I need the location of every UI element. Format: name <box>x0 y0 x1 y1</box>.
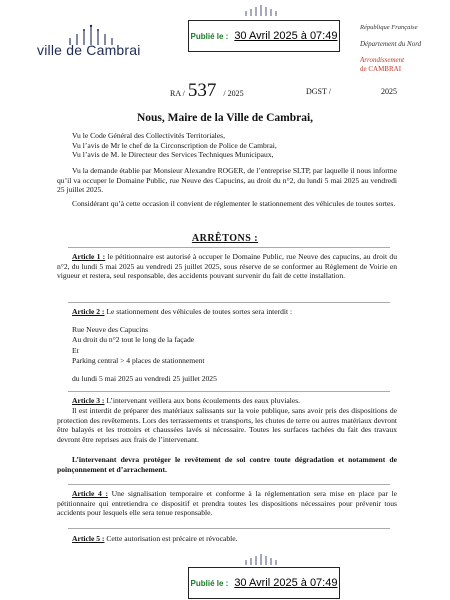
location-line: Et <box>72 345 79 355</box>
considering-paragraph: Considérant qu’à cette occasion il convient de réglementer le stationnement des véhicules de toutes sortes. <box>72 199 396 208</box>
location-line: Au droit du n°2 tout le long de la façade <box>72 335 195 345</box>
location-line: Parking central > 4 places de stationnement <box>72 356 205 366</box>
location-line: Rue Neuve des Capucins <box>72 325 149 334</box>
article-3 <box>72 396 397 406</box>
ref-ra-label: RA / <box>170 89 185 98</box>
article-3-paragraph: Il est interdit de préparer des matériaux salissants sur la voie publique, sans avoir pris des dispositions de protection des revêtements. Lors des terrassements et transports, les chutes de terre ou autres matériaux devront être balayés et les trottoirs et chaussées lavés si nécessaire. Toutes les surfaces tachées du fait des travaux devront être reprises aux frais de l’intervenant. <box>57 406 397 444</box>
publication-stamp-top <box>188 20 340 52</box>
stamp-label: Publié le : <box>190 578 229 588</box>
divider <box>68 528 390 529</box>
article-1 <box>57 252 397 281</box>
publication-stamp-bottom <box>188 567 340 599</box>
ref-dgst: DGST / <box>306 87 331 96</box>
article-1-text: le pétitionnaire est autorisé à occuper le Domaine Public, rue Neuve des capucins, au droit du n°2, du lundi 5 mai 2025 au vendredi 25 juillet 2025, sous réserve de se conformer au Règlement de Voirie en vigueur et restera, seul responsable, des accidents pouvant survenir du fait de cette installation. <box>57 252 397 281</box>
vu-item: Vu l’avis de M. le Directeur des Services Techniques Municipaux, <box>72 150 274 160</box>
article-2-locations <box>72 325 392 367</box>
stamp-logo-icon <box>240 3 286 17</box>
article-4 <box>57 489 397 518</box>
city-logo-text: ville de Cambrai <box>37 42 141 58</box>
article-2 <box>72 307 397 317</box>
article-5-text: Cette autorisation est précaire et révocable. <box>104 534 238 543</box>
vu-item: Vu l’avis de Mr le chef de la Circonscription de Police de Cambrai, <box>72 140 277 150</box>
article-3-title: Article 3 : <box>72 396 105 405</box>
vu-item: Vu le Code Général des Collectivités Territoriales, <box>72 131 226 140</box>
ref-dgst-year: 2025 <box>381 87 397 96</box>
vu-list <box>72 131 392 160</box>
ref-year: / 2025 <box>223 89 244 98</box>
reference-ra <box>170 80 244 102</box>
divider <box>68 391 390 392</box>
header-arrondissement: Arrondissement <box>360 56 405 64</box>
page-title: Nous, Maire de la Ville de Cambrai, <box>136 112 314 124</box>
article-3-bold: L’intervenant devra protéger le revêtement de sol contre toute dégradation et notamment de poinçonnement et d’arrachement. <box>57 455 397 474</box>
article-2-period: du lundi 5 mai 2025 au vendredi 25 juillet 2025 <box>72 374 217 383</box>
header-department: Département du Nord <box>360 40 422 48</box>
article-3-text: L’intervenant veillera aux bons écoulements des eaux pluviales. <box>104 396 301 405</box>
header-arrondissement-name: de CAMBRAI <box>360 65 402 73</box>
divider <box>68 484 390 485</box>
stamp-label: Publié le : <box>190 31 229 41</box>
divider <box>68 247 390 248</box>
ref-number: 537 <box>187 80 217 101</box>
divider <box>68 302 390 303</box>
article-5 <box>72 534 397 544</box>
arretons-heading: ARRÊTONS : <box>191 233 259 244</box>
stamp-datetime: 30 Avril 2025 à 07:49 <box>234 577 338 589</box>
header-republic: République Française <box>360 24 418 31</box>
stamp-datetime: 30 Avril 2025 à 07:49 <box>234 30 338 42</box>
article-4-title: Article 4 : <box>72 489 108 498</box>
article-2-title: Article 2 : <box>72 307 105 316</box>
article-2-text: Le stationnement des véhicules de toutes sortes sera interdit : <box>104 307 293 316</box>
article-4-text: Une signalisation temporaire et conforme à la réglementation sera mise en place par le pétitionnaire qui entretiendra ce dispositif et prendra toutes les dispositions nécessaires pour prévenir tous accidents pour lesquels elle sera tenue responsable. <box>57 489 397 518</box>
request-paragraph: Vu la demande établie par Monsieur Alexandre ROGER, de l’entreprise SLTP, par laquelle il nous informe qu’il va occuper le Domaine Public, rue Neuve des Capucins, au droit du n°2, du lundi 5 mai 2025 au vendredi 25 juillet 2025. <box>57 166 397 195</box>
article-5-title: Article 5 : <box>72 534 105 543</box>
article-1-title: Article 1 : <box>72 252 106 261</box>
stamp-logo-icon <box>240 552 286 566</box>
